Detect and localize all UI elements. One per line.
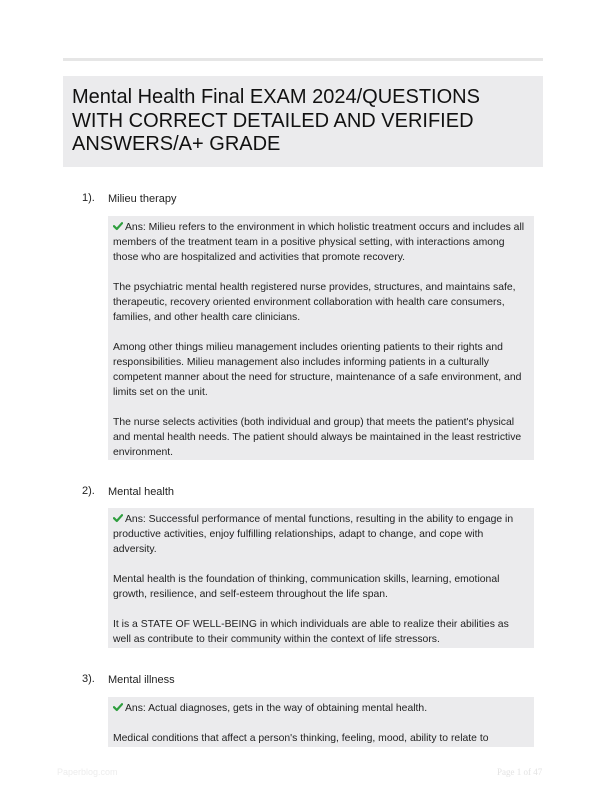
footer-site-watermark: Paperblog.com	[57, 767, 118, 777]
footer-page-number: Page 1 of 47	[497, 767, 543, 777]
answer-text: Ans: Actual diagnoses, gets in the way of obtaining mental health.	[125, 703, 428, 714]
question-number: 2).	[82, 485, 95, 497]
top-divider	[63, 58, 543, 61]
answer-paragraph: It is a STATE OF WELL-BEING in which individuals are able to realize their abilities as well as contribute to their community within the context of life stressors.	[113, 619, 509, 645]
check-icon	[113, 702, 123, 712]
answer-paragraph	[113, 701, 529, 716]
answer-paragraph	[113, 220, 529, 265]
check-icon	[113, 221, 123, 231]
question-text: Mental health	[108, 486, 175, 498]
answer-paragraph: The psychiatric mental health registered nurse provides, structures, and maintains safe, therapeutic, recovery oriented environment collaboration with health care consumers, families, and other health care clinicians.	[113, 282, 516, 323]
answer-box-1	[108, 216, 534, 460]
question-number: 1).	[82, 192, 95, 204]
answer-box-2	[108, 508, 534, 648]
answer-text: Ans: Milieu refers to the environment in which holistic treatment occurs and includes all members of the treatment team in a positive physical setting, with interactions among those who are hospitalized and activities that promote recovery.	[113, 222, 525, 263]
answer-text: Ans: Successful performance of mental functions, resulting in the ability to engage in productive activities, enjoy fulfilling relationships, adapt to change, and cope with adversity.	[113, 514, 514, 555]
question-number: 3).	[82, 673, 95, 685]
question-text: Milieu therapy	[108, 193, 177, 205]
answer-paragraph	[113, 512, 529, 557]
answer-paragraph: Among other things milieu management includes orienting patients to their rights and responsibilities. Milieu management also includes informing patients in a culturally competent manner about the need for structure, maintenance of a safe environment, and limits set on the unit.	[113, 342, 522, 398]
answer-box-3	[108, 697, 534, 747]
answer-paragraph: Medical conditions that affect a person's thinking, feeling, mood, ability to relate to	[113, 733, 489, 744]
document-title: Mental Health Final EXAM 2024/QUESTIONS WITH CORRECT DETAILED AND VERIFIED ANSWERS/A+ GRADE	[72, 86, 480, 155]
answer-paragraph: The nurse selects activities (both individual and group) that meets the patient's physical and mental health needs. The patient should always be maintained in the least restrictive environment.	[113, 417, 522, 458]
title-banner	[63, 76, 543, 167]
question-text: Mental illness	[108, 674, 175, 686]
check-icon	[113, 513, 123, 523]
answer-paragraph: Mental health is the foundation of thinking, communication skills, learning, emotional growth, resilience, and self-esteem throughout the life span.	[113, 574, 500, 600]
